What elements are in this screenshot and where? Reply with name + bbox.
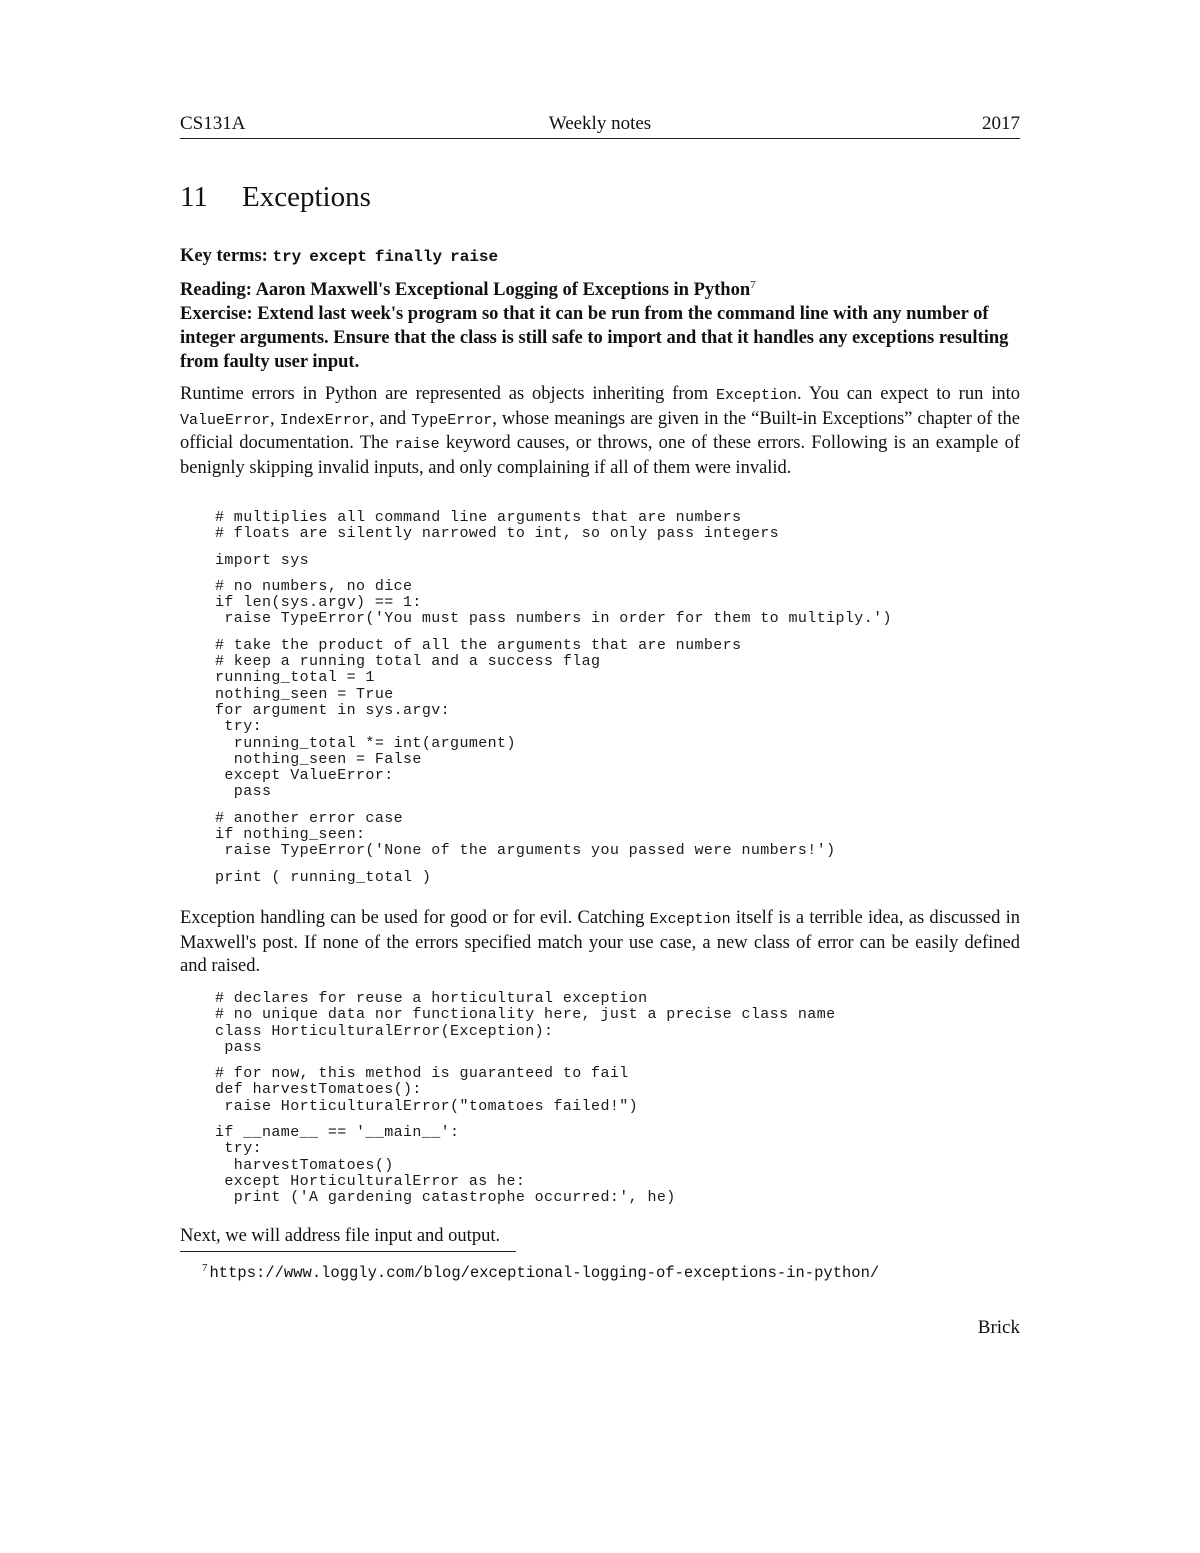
inline-code: TypeError [411,411,493,429]
code-line: # floats are silently narrowed to int, so only pass integers [215,525,780,543]
code-line: def harvestTomatoes(): [215,1081,422,1099]
section-title: Exceptions [242,181,371,213]
inline-code: Exception [715,387,797,404]
text-run: , whose meanings are given in the “Built-in Exceptions” chapter of the official documentation. The [180,408,1020,453]
key-term: raise [450,248,499,266]
key-terms-label: Key terms: [180,246,268,266]
paragraph-runtime-errors [180,383,1020,480]
code-line: try: [215,718,263,736]
text-run: , and [369,408,412,429]
code-gap [215,543,1005,553]
key-terms-line [180,244,1020,269]
text-run: keyword causes, or throws, one of these errors. Following is an example of benignly skipping invalid inputs, and only complaining if all of them were invalid. [180,433,1020,478]
footnote-rule [180,1251,516,1252]
code-line: harvestTomatoes() [215,1156,394,1174]
code-block-horticultural [215,991,1005,1207]
reading-text: Aaron Maxwell's Exceptional Logging of Exceptions in Python [255,280,751,300]
code-line: pass [215,783,272,801]
inline-code: IndexError [279,411,370,429]
code-line: # no unique data nor functionality here, just a precise class name [215,1006,836,1024]
code-line: import sys [215,551,310,569]
code-line: # take the product of all the arguments that are numbers [215,636,742,654]
reading-label: Reading: [180,280,252,300]
key-term: finally [374,248,443,266]
exercise-line [180,302,1020,374]
text-run: . You can expect to run into [797,384,1020,404]
key-term: try [272,248,302,266]
text-run: Runtime errors in Python are represented as objects inheriting from [180,384,716,404]
code-line: # keep a running total and a success flag [215,653,601,671]
key-terms-block [180,244,1020,374]
header-year: 2017 [982,113,1020,134]
footnote-url[interactable]: https://www.loggly.com/blog/exceptional-logging-of-exceptions-in-python/ [209,1264,880,1282]
code-line: pass [215,1038,263,1056]
text-run: itself is a terrible idea, as discussed in Maxwell's post. If none of the errors specified match your use case, a new class of error can be easily defined and raised. [180,908,1021,976]
inline-code: raise [394,436,440,453]
header-title: Weekly notes [548,113,652,134]
code-line: except HorticulturalError as he: [215,1172,526,1190]
footnote-mark: 7 [202,1262,208,1274]
code-line: raise TypeError('None of the arguments you passed were numbers!') [215,842,836,860]
code-block-multiply [215,510,1005,886]
footnote-reference[interactable]: 7 [750,279,756,291]
code-line: print ( running_total ) [215,868,432,886]
code-line: class HorticulturalError(Exception): [215,1022,554,1040]
code-line: if nothing_seen: [215,826,366,844]
code-line: # another error case [215,809,404,827]
paragraph-exception-handling [180,907,1020,979]
paragraph-next: Next, we will address file input and output. [180,1226,501,1246]
code-line: running_total = 1 [215,669,375,687]
section-heading [180,180,371,214]
running-header [180,112,1020,139]
code-line: # no numbers, no dice [215,577,413,595]
code-line: running_total *= int(argument) [215,734,516,752]
code-line: if __name__ == '__main__': [215,1124,460,1142]
key-terms-list [272,248,506,266]
code-line: if len(sys.argv) == 1: [215,594,422,612]
section-number: 11 [180,181,208,213]
footnote [202,1258,879,1283]
exercise-text: Extend last week's program so that it can be run from the command line with any number of integer arguments. Ensure that the class is still safe to import and that it handles any exceptions resulting from faulty user input. [180,304,1009,372]
text-run: Exception handling can be used for good or for evil. Catching [180,908,650,928]
exercise-label: Exercise: [180,304,253,324]
document-page [180,0,1020,1553]
footer-author: Brick [977,1317,1020,1338]
code-line: nothing_seen = False [215,750,422,768]
code-line: for argument in sys.argv: [215,701,451,719]
code-line: # for now, this method is guaranteed to fail [215,1065,629,1083]
inline-code: Exception [649,911,731,928]
code-line: try: [215,1140,263,1158]
key-term: except [309,248,367,266]
header-course: CS131A [180,113,246,134]
code-line: nothing_seen = True [215,685,394,703]
code-line: # multiplies all command line arguments that are numbers [215,509,742,526]
reading-line [180,273,1020,302]
text-run: , [270,408,280,429]
code-line: print ('A gardening catastrophe occurred:', he) [215,1189,676,1207]
code-line: except ValueError: [215,767,394,785]
code-line: # declares for reuse a horticultural exception [215,990,648,1007]
inline-code: ValueError [180,411,271,429]
code-line: raise TypeError('You must pass numbers in order for them to multiply.') [215,610,892,628]
code-line: raise HorticulturalError("tomatoes failed!") [215,1097,639,1115]
